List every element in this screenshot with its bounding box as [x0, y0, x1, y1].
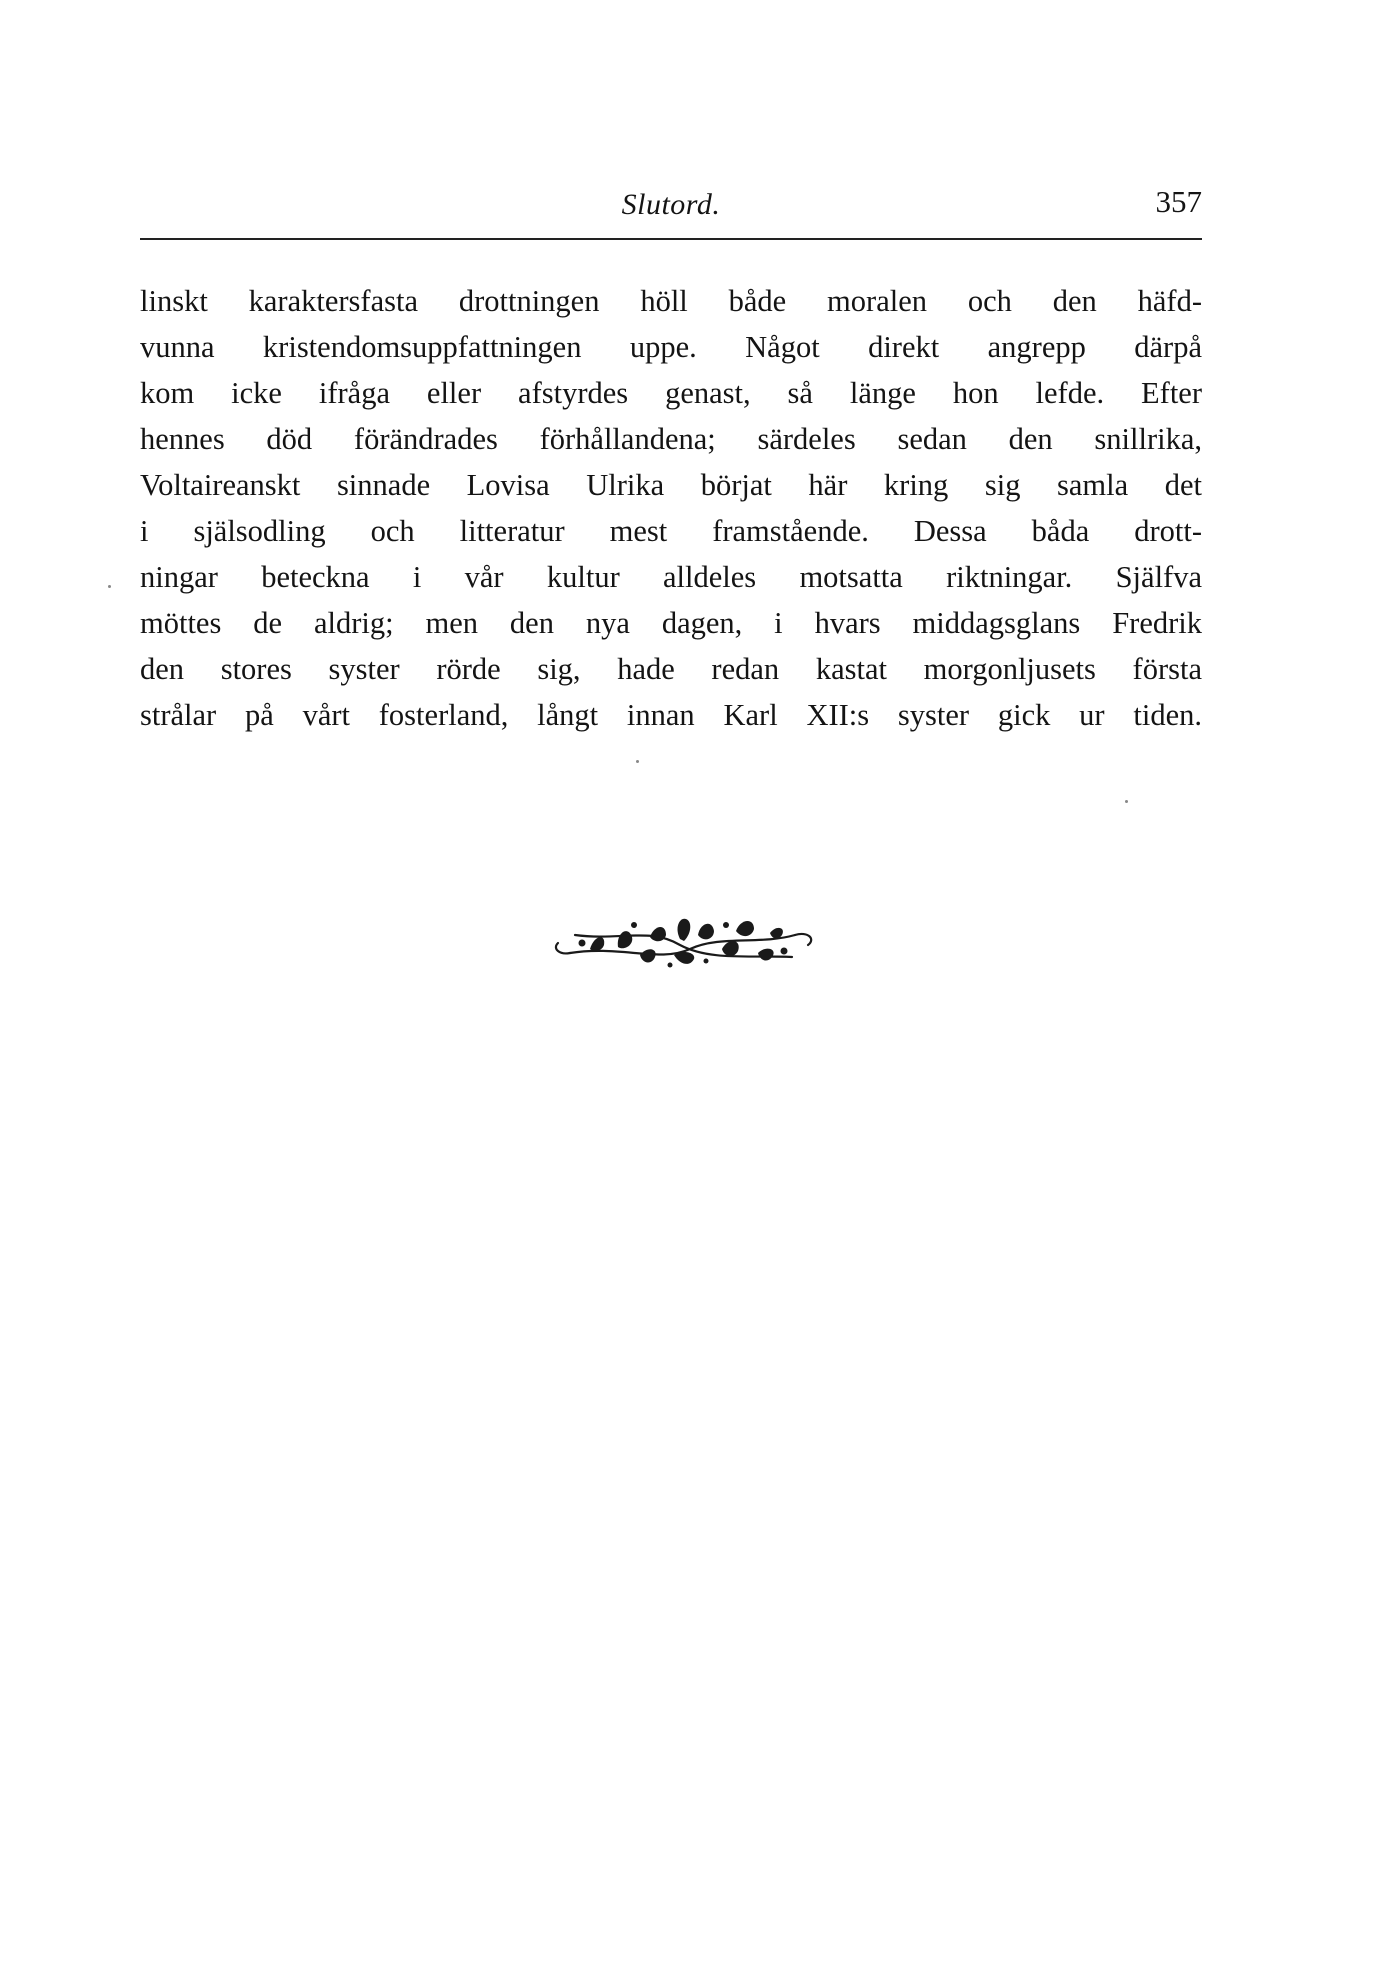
- print-speck: [1125, 800, 1128, 803]
- text-line: strålar på vårt fosterland, långt innan Karl XII:s syster gick ur tiden.: [140, 698, 1202, 732]
- header-rule: [140, 238, 1202, 240]
- text-line: möttes de aldrig; men den nya dagen, i hvars middagsglans Fredrik: [140, 606, 1202, 640]
- body-paragraph: [140, 278, 1202, 738]
- print-speck: [636, 760, 639, 763]
- print-speck: [108, 585, 111, 588]
- running-title: Slutord.: [621, 188, 721, 221]
- text-line: kom icke ifråga eller afstyrdes genast, så länge hon lefde. Efter: [140, 376, 1202, 410]
- floral-tailpiece-ornament-icon: [530, 905, 830, 975]
- text-line: vunna kristendomsuppfattningen uppe. Något direkt angrepp därpå: [140, 330, 1202, 364]
- text-line: hennes död förändrades förhållandena; särdeles sedan den snillrika,: [140, 422, 1202, 456]
- running-head: [140, 180, 1202, 228]
- text-line: ningar beteckna i vår kultur alldeles motsatta riktningar. Själfva: [140, 560, 1202, 594]
- page-number: 357: [1155, 184, 1202, 219]
- text-line: Voltaireanskt sinnade Lovisa Ulrika börjat här kring sig samla det: [140, 468, 1202, 502]
- text-line: den stores syster rörde sig, hade redan kastat morgonljusets första: [140, 652, 1202, 686]
- text-line: i själsodling och litteratur mest framstående. Dessa båda drott-: [140, 514, 1202, 548]
- text-line: linskt karaktersfasta drottningen höll både moralen och den häfd-: [140, 284, 1202, 318]
